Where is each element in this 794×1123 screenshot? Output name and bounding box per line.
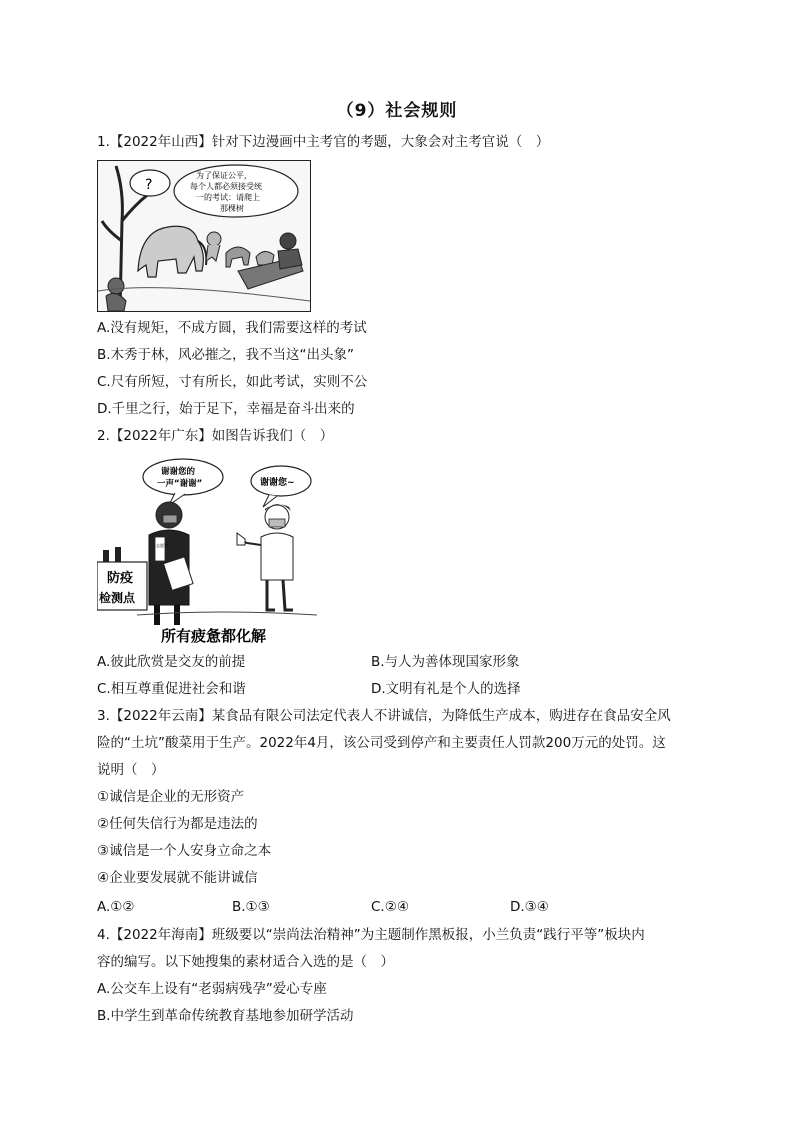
q4-option-b: B.中学生到革命传统教育基地参加研学活动 [97,1008,354,1024]
q3-option-a: A.①② [97,899,135,915]
q4-stem-line-2: 容的编写。以下她搜集的素材适合入选的是（ ） [97,954,394,970]
bubble-line-1: 为了保证公平， [196,171,252,180]
cartoon-caption: 所有疲惫都化解 [161,627,267,645]
q3-option-d: D.③④ [510,899,549,915]
sign-line-1: 防疫 [107,571,134,586]
elephant-figure [138,226,203,277]
bubble-line-4: 那棵树 [220,204,244,213]
q1-stem: 1.【2022年山西】针对下边漫画中主考官的考题，大象会对主考官说（ ） [97,134,550,150]
q2-stem: 2.【2022年广东】如图告诉我们（ ） [97,428,334,444]
left-bubble-line-2: 一声“谢谢” [157,479,203,489]
cartoon-drawing-2 [97,455,335,650]
armband [155,537,165,561]
cartoon-drawing [98,161,310,311]
volunteer-speech-bubble [143,459,223,495]
q3-statement-2: ②任何失信行为都是违法的 [97,816,258,832]
q1-option-c: C.尺有所短，寸有所长，如此考试，实则不公 [97,374,368,390]
q3-statement-4: ④企业要发展就不能讲诚信 [97,870,258,886]
q3-option-b: B.①③ [232,899,270,915]
q3-option-c: C.②④ [371,899,409,915]
thumbs-up-hand [237,533,245,545]
q2-option-c: C.相互尊重促进社会和谐 [97,681,246,697]
q4-option-a: A.公交车上设有“老弱病残孕”爱心专座 [97,981,327,997]
q1-option-b: B.木秀于林，风必摧之，我不当这“出头象” [97,347,355,363]
monkey-figure [108,278,124,294]
armband-text: 志愿者 [156,543,168,548]
right-bubble-text: 谢谢您~ [260,478,295,488]
dog-figure [226,247,250,267]
examiner-figure [280,233,296,249]
q2-option-b: B.与人为善体现国家形象 [371,654,520,670]
sign-line-2: 检测点 [99,591,136,605]
question-mark: ? [145,177,153,193]
q3-statement-3: ③诚信是一个人安身立命之本 [97,843,272,859]
q3-stem-line-2: 险的“土坑”酸菜用于生产。2022年4月，该公司受到停产和主要责任人罚款200万元的处罚。这 [97,735,666,751]
q2-cartoon-image [97,455,335,650]
q1-option-a: A.没有规矩，不成方圆，我们需要这样的考试 [97,320,367,336]
q1-option-d: D.千里之行，始于足下，幸福是奋斗出来的 [97,401,355,417]
q1-cartoon-image [97,160,311,312]
q3-stem-line-1: 3.【2022年云南】某食品有限公司法定代表人不讲诚信，为降低生产成本，购进存在食品安全风 [97,708,671,724]
page-title: （9）社会规则 [336,101,458,121]
bubble-line-3: 一的考试：请爬上 [196,193,260,202]
bubble-line-2: 每个人都必须接受统 [190,182,262,191]
left-bubble-line-1: 谢谢您的 [161,467,196,477]
q3-statement-1: ①诚信是企业的无形资产 [97,789,245,805]
q3-stem-line-3: 说明（ ） [97,762,165,778]
q2-option-a: A.彼此欣赏是交友的前提 [97,654,246,670]
q4-stem-line-1: 4.【2022年海南】班级要以“崇尚法治精神”为主题制作黑板报，小兰负责“践行平等”板块内 [97,927,645,943]
citizen-body [261,533,293,580]
q2-option-d: D.文明有礼是个人的选择 [371,681,521,697]
